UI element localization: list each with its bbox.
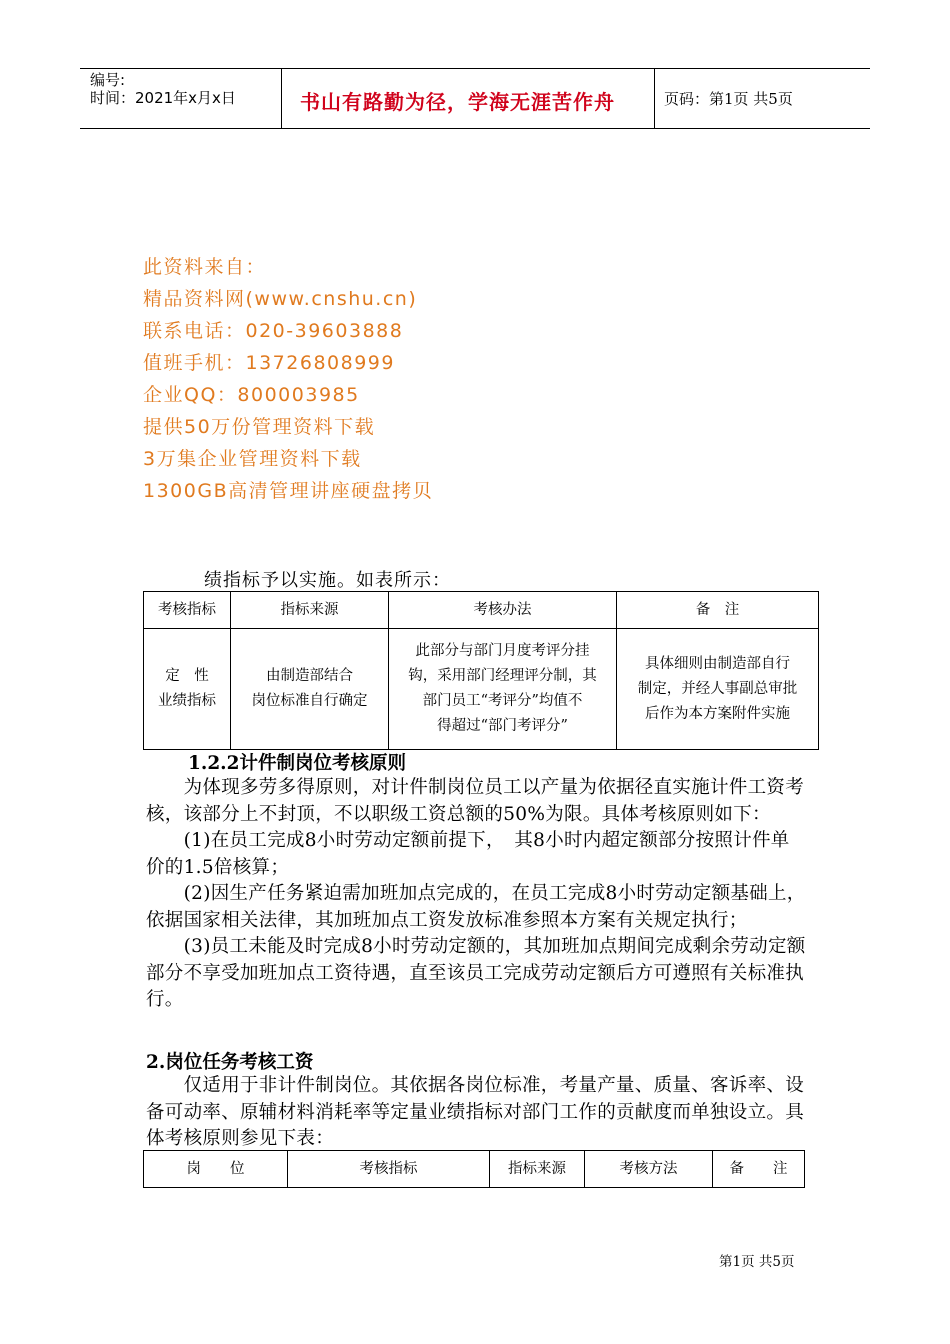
doc-time-label: 时间：2021年x月x日 — [90, 89, 236, 107]
table-header-cell: 考核指标 — [144, 592, 231, 629]
promo-line: 值班手机：13726808999 — [143, 352, 395, 374]
section-heading: 1.2.2计件制岗位考核原则 — [188, 753, 406, 774]
promo-line: 1300GB高清管理讲座硬盘拷贝 — [143, 480, 434, 502]
cell-line: 由制造部结合 — [266, 668, 353, 684]
cell-line: 此部分与部门月度考评分挂 — [415, 643, 590, 659]
cell-line: 制定，并经人事副总审批 — [637, 680, 798, 697]
header-bottom-rule — [80, 128, 870, 129]
header-divider — [281, 68, 282, 129]
doc-number-label: 编号: — [90, 71, 126, 89]
header-divider — [654, 68, 655, 129]
cell-line: 得超过“部门考评分” — [437, 718, 568, 734]
cell-line: 岗位标准自行确定 — [251, 693, 368, 709]
promo-line: 企业QQ：800003985 — [143, 384, 360, 406]
header-top-rule — [80, 68, 870, 69]
cell-line: 定 性 — [165, 668, 209, 684]
cell-line: 钩，采用部门经理评分制，其 — [408, 668, 597, 684]
table-header-cell: 指标来源 — [231, 592, 389, 629]
assessment-table — [143, 591, 819, 750]
table-cell — [231, 629, 389, 750]
section-heading: 2.岗位任务考核工资 — [146, 1052, 314, 1073]
paragraph: 仅适用于非计件制岗位。其依据各岗位标准，考量产量、质量、客诉率、设备可动率、原辅材料消耗率等定量业绩指标对部门工作的贡献度而单独设立。具体考核原则参见下表： — [146, 1075, 805, 1149]
header-motto: 书山有路勤为径，学海无涯苦作舟 — [300, 90, 615, 114]
table-cell — [144, 629, 231, 750]
section-body — [146, 775, 808, 1014]
table-header-cell: 指标来源 — [490, 1151, 585, 1188]
paragraph: 为体现多劳多得原则，对计件制岗位员工以产量为依据径直实施计件工资考核，该部分上不封顶，不以职级工资总额的50%为限。具体考核原则如下： — [146, 777, 805, 825]
promo-line: 精品资料网(www.cnshu.cn) — [143, 288, 418, 310]
table-header-cell: 考核办法 — [389, 592, 617, 629]
table-header-cell: 岗 位 — [144, 1151, 288, 1188]
cell-line: 业绩指标 — [158, 693, 216, 709]
paragraph: (3)员工未能及时完成8小时劳动定额的，其加班加点期间完成剩余劳动定额部分不享受加班加点工资待遇，直至该员工完成劳动定额后方可遵照有关标准执行。 — [146, 936, 806, 1010]
table-row — [144, 629, 819, 750]
table-header-cell: 考核指标 — [288, 1151, 490, 1188]
table-cell — [617, 629, 819, 750]
table-header-row — [144, 1151, 805, 1188]
promo-line: 提供50万份管理资料下载 — [143, 416, 376, 438]
promo-line: 3万集企业管理资料下载 — [143, 448, 362, 470]
cell-line: 具体细则由制造部自行 — [645, 655, 790, 672]
page-footer: 第1页 共5页 — [719, 1254, 795, 1270]
table-cell — [389, 629, 617, 750]
table-header-cell: 考核方法 — [585, 1151, 713, 1188]
position-assessment-table — [143, 1150, 805, 1188]
table-header-row — [144, 592, 819, 629]
header-page-info: 页码：第1页 共5页 — [664, 90, 793, 108]
promo-line: 此资料来自： — [143, 256, 267, 278]
cell-line: 部门员工“考评分”均值不 — [422, 693, 583, 709]
table-header-cell: 备 注 — [713, 1151, 805, 1188]
table-header-cell: 备 注 — [617, 592, 819, 629]
promo-line: 联系电话：020-39603888 — [143, 320, 404, 342]
cell-line: 后作为本方案附件实施 — [645, 705, 790, 722]
promo-block — [143, 251, 433, 507]
paragraph: (2)因生产任务紧迫需加班加点完成的，在员工完成8小时劳动定额基础上，依据国家相关法律，其加班加点工资发放标准参照本方案有关规定执行； — [146, 883, 806, 931]
intro-line: 绩指标予以实施。如表所示： — [204, 570, 451, 591]
paragraph: (1)在员工完成8小时劳动定额前提下， 其8小时内超定额部分按照计件单价的1.5倍核算； — [146, 830, 790, 878]
